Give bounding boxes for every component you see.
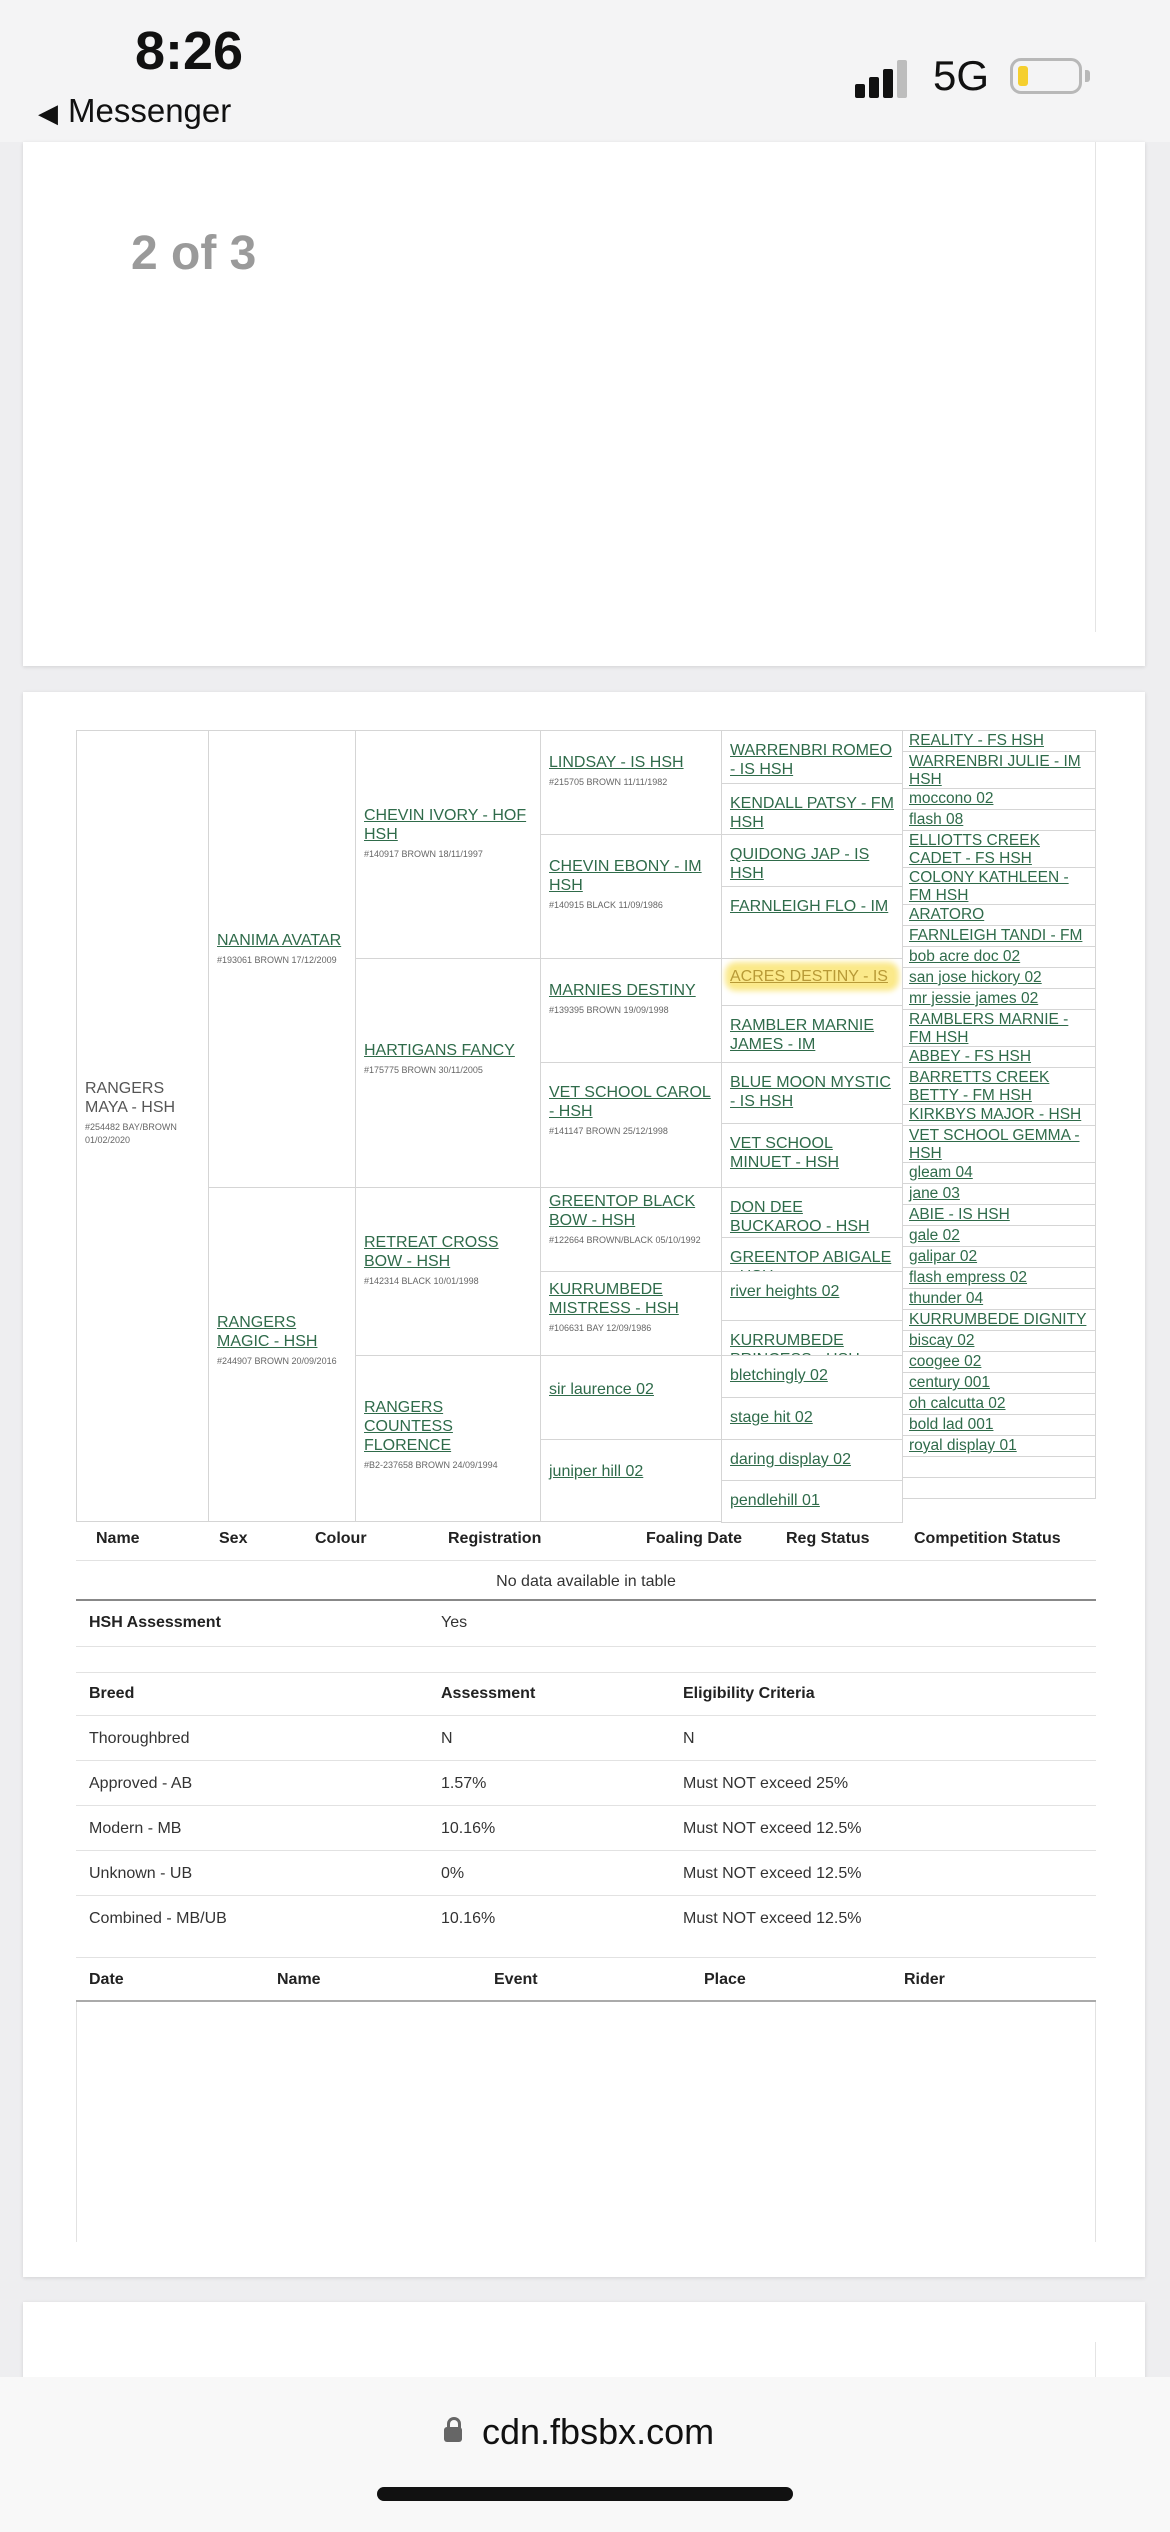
page-indicator: 2 of 3	[131, 227, 257, 280]
g4-ancestor	[721, 1005, 903, 1063]
ancestor-link[interactable]: galipar 02	[909, 1248, 978, 1265]
ancestor-link[interactable]: biscay 02	[909, 1332, 975, 1349]
breed-cell: Combined - MB/UB	[89, 1910, 227, 1927]
ancestor-link[interactable]: pendlehill 01	[730, 1492, 820, 1509]
dam-link[interactable]: RANGERS MAGIC - HSH	[217, 1314, 318, 1350]
grandparent-3: RETREAT CROSS BOW - HSH #142314 BLACK 10/01/1998	[355, 1187, 541, 1356]
url-bar[interactable]	[0, 2377, 1170, 2532]
ancestor-link[interactable]: oh calcutta 02	[909, 1395, 1006, 1412]
ancestor-link[interactable]: ABBEY - FS HSH	[909, 1048, 1032, 1065]
sire-link[interactable]: NANIMA AVATAR	[217, 932, 342, 949]
ancestor-link[interactable]: FARNLEIGH TANDI - FM	[909, 927, 1083, 944]
ancestor-link[interactable]: GREENTOP ABIGALE	[730, 1249, 892, 1266]
g5-ancestor	[902, 1330, 1096, 1352]
ancestor-link[interactable]: REALITY - FS HSH	[909, 732, 1044, 749]
assessment-cell: 1.57%	[441, 1775, 487, 1792]
ancestor-link[interactable]: ARATORO	[909, 906, 985, 923]
g5-ancestor	[902, 730, 1096, 752]
ancestor-link[interactable]: ABIE - IS HSH	[909, 1206, 1010, 1223]
g4-ancestor	[721, 1320, 903, 1356]
g4-ancestor	[721, 1187, 903, 1238]
table-left-border	[76, 2002, 77, 2242]
ancestor-link[interactable]: san jose hickory 02	[909, 969, 1042, 986]
criteria-cell: Must NOT exceed 12.5%	[683, 1910, 862, 1927]
g4-ancestor	[721, 1123, 903, 1188]
g5-ancestor	[902, 1225, 1096, 1247]
back-to-messenger-link[interactable]	[38, 92, 231, 130]
back-label: Messenger	[68, 92, 232, 129]
grandparent-2: HARTIGANS FANCY #175775 BROWN 30/11/2005	[355, 958, 541, 1188]
breed-cell: Approved - AB	[89, 1775, 193, 1792]
breed-cell: Thoroughbred	[89, 1730, 190, 1747]
competition-table-header: Date Name Event Place Rider	[89, 1971, 945, 1988]
assessment-row	[76, 1865, 1096, 1895]
ancestor-link[interactable]: ELLIOTTS CREEK CADET - FS HSH	[909, 832, 1040, 867]
ancestor-link[interactable]: KENDALL PATSY - FM HSH	[730, 795, 894, 831]
g5-ancestor	[902, 1309, 1096, 1331]
ancestor-link[interactable]: gleam 04	[909, 1164, 973, 1181]
ancestor-link[interactable]: thunder 04	[909, 1290, 984, 1307]
g5-ancestor	[902, 1477, 1096, 1499]
assessment-cell: 0%	[441, 1865, 465, 1882]
ancestor-link[interactable]: daring display 02	[730, 1451, 851, 1468]
ancestor-link[interactable]: COLONY KATHLEEN - FM HSH	[909, 869, 1069, 904]
network-type: 5G	[933, 52, 990, 99]
ancestor-link[interactable]: gale 02	[909, 1227, 960, 1244]
pdf-page-1	[23, 142, 1145, 666]
assessment-table-header: Breed Assessment Eligibility Criteria	[89, 1685, 815, 1702]
ancestor-link[interactable]: river heights 02	[730, 1283, 840, 1300]
ancestor-link[interactable]: VET SCHOOL MINUET - HSH	[730, 1135, 840, 1171]
g4-ancestor	[721, 1237, 903, 1272]
g5-ancestor	[902, 1183, 1096, 1205]
great-grandparent-3: MARNIES DESTINY #139395 BROWN 19/09/1998	[540, 958, 722, 1063]
g5-ancestor	[902, 809, 1096, 831]
criteria-cell: Must NOT exceed 12.5%	[683, 1820, 862, 1837]
parent-dam: RANGERS MAGIC - HSH #244907 BROWN 20/09/2016	[208, 1187, 356, 1522]
g4-ancestor	[721, 1062, 903, 1124]
ancestor-link[interactable]: royal display 01	[909, 1437, 1017, 1454]
assessment-row	[76, 1730, 1096, 1760]
g5-ancestor	[902, 1204, 1096, 1226]
g5-ancestor	[902, 1125, 1096, 1163]
g5-ancestor	[902, 925, 1096, 947]
signal-icon	[855, 58, 915, 98]
g5-ancestor	[902, 967, 1096, 989]
g5-ancestor	[902, 1104, 1096, 1126]
ancestor-link[interactable]: VET SCHOOL GEMMA - HSH	[909, 1127, 1080, 1162]
g5-ancestor	[902, 1288, 1096, 1310]
g5-ancestor	[902, 751, 1096, 789]
assessment-row	[76, 1820, 1096, 1850]
grandparent-4: RANGERS COUNTESS FLORENCE #B2-237658 BROWN 24/09/1994	[355, 1355, 541, 1522]
g5-ancestor	[902, 1067, 1096, 1105]
ancestor-link[interactable]: bold lad 001	[909, 1416, 994, 1433]
hsh-assessment-label: HSH Assessment	[89, 1614, 221, 1631]
ancestor-link[interactable]: KURRUMBEDE	[730, 1332, 844, 1349]
battery-icon	[1010, 58, 1082, 94]
ancestor-link[interactable]: RAMBLERS MARNIE - FM HSH	[909, 1011, 1069, 1046]
g5-ancestor	[902, 1351, 1096, 1373]
pdf-page-3	[23, 2302, 1145, 2382]
table-right-border	[1095, 2002, 1096, 2242]
ancestor-link[interactable]: QUIDONG JAP - IS HSH	[730, 846, 870, 882]
ancestor-link[interactable]: WARRENBRI JULIE - IM HSH	[909, 753, 1081, 788]
url-text: cdn.fbsbx.com	[482, 2411, 715, 2452]
g4-ancestor	[721, 834, 903, 887]
pedigree-chart	[76, 730, 1096, 1522]
g5-ancestor	[902, 1246, 1096, 1268]
ancestor-link[interactable]: moccono 02	[909, 790, 994, 807]
great-grandparent-5: GREENTOP BLACK BOW - HSH #122664 BROWN/BLACK 05/10/1992	[540, 1187, 722, 1272]
g5-ancestor	[902, 1456, 1096, 1478]
breed-cell: Modern - MB	[89, 1820, 182, 1837]
ancestor-link[interactable]: FARNLEIGH FLO - IM	[730, 898, 889, 915]
ancestor-link[interactable]: coogee 02	[909, 1353, 982, 1370]
g5-ancestor	[902, 1162, 1096, 1184]
ancestor-link[interactable]: KIRKBYS MAJOR - HSH	[909, 1106, 1082, 1123]
criteria-cell: Must NOT exceed 12.5%	[683, 1865, 862, 1882]
subject-details: #254482 BAY/BROWN 01/02/2020	[85, 1122, 177, 1145]
progeny-empty-message: No data available in table	[496, 1573, 676, 1590]
g4-ancestor	[721, 1397, 903, 1440]
hsh-assessment-value: Yes	[441, 1614, 468, 1631]
great-grandparent-4: VET SCHOOL CAROL - HSH #141147 BROWN 25/12/1998	[540, 1062, 722, 1188]
g5-ancestor	[902, 830, 1096, 868]
ancestor-link[interactable]: BLUE MOON MYSTIC - IS HSH	[730, 1074, 891, 1110]
great-grandparent-6: KURRUMBEDE MISTRESS - HSH #106631 BAY 12/09/1986	[540, 1271, 722, 1356]
hsh-assessment-row	[76, 1614, 1096, 1644]
ancestor-link[interactable]: flash 08	[909, 811, 964, 828]
breed-cell: Unknown - UB	[89, 1865, 193, 1882]
ancestor-link[interactable]: RAMBLER MARNIE JAMES - IM	[730, 1017, 875, 1053]
g5-ancestor	[902, 1435, 1096, 1457]
lock-icon	[444, 2427, 462, 2442]
g5-ancestor	[902, 1372, 1096, 1394]
subject-horse	[76, 730, 209, 1522]
great-grandparent-2: CHEVIN EBONY - IM HSH #140915 BLACK 11/09/1986	[540, 834, 722, 959]
ancestor-link[interactable]: stage hit 02	[730, 1409, 813, 1426]
ancestor-link[interactable]: mr jessie james 02	[909, 990, 1039, 1007]
ancestor-link[interactable]: flash empress 02	[909, 1269, 1028, 1286]
home-indicator[interactable]	[377, 2487, 793, 2501]
ancestor-link[interactable]: DON DEE BUCKAROO - HSH	[730, 1199, 870, 1235]
back-triangle-icon: ◀	[38, 98, 58, 128]
g4-ancestor	[721, 783, 903, 835]
ancestor-link[interactable]: KURRUMBEDE DIGNITY	[909, 1311, 1087, 1328]
criteria-cell: N	[683, 1730, 695, 1747]
g4-ancestor	[721, 1271, 903, 1321]
ancestor-link[interactable]: bob acre doc 02	[909, 948, 1021, 965]
g5-ancestor	[902, 1009, 1096, 1047]
ancestor-link[interactable]: WARRENBRI ROMEO - IS HSH	[730, 742, 893, 778]
g5-ancestor	[902, 904, 1096, 926]
grandparent-1: CHEVIN IVORY - HOF HSH #140917 BROWN 18/11/1997	[355, 730, 541, 959]
assessment-row	[76, 1910, 1096, 1940]
g5-ancestor	[902, 1267, 1096, 1289]
progeny-table-header: Name Sex Colour Registration Foaling Date Reg Status Competition Status	[96, 1530, 1061, 1547]
great-grandparent-7: sir laurence 02	[540, 1355, 722, 1440]
parent-sire: NANIMA AVATAR #193061 BROWN 17/12/2009	[208, 730, 356, 1188]
g5-ancestor	[902, 1393, 1096, 1415]
criteria-cell: Must NOT exceed 25%	[683, 1775, 849, 1792]
ancestor-link[interactable]: century 001	[909, 1374, 990, 1391]
g4-ancestor	[721, 730, 903, 784]
clock: 8:26	[135, 21, 244, 81]
g4-ancestor	[721, 1439, 903, 1481]
g5-ancestor	[902, 1046, 1096, 1068]
assessment-cell: 10.16%	[441, 1910, 496, 1927]
g4-ancestor	[721, 1480, 903, 1523]
highlighted-ancestor-link[interactable]: ACRES DESTINY - IS	[730, 967, 894, 986]
g4-ancestor	[721, 1355, 903, 1398]
assessment-cell: 10.16%	[441, 1820, 496, 1837]
ancestor-link[interactable]: jane 03	[909, 1185, 960, 1202]
assessment-row	[76, 1775, 1096, 1805]
status-bar	[0, 0, 1170, 142]
g4-ancestor	[721, 958, 903, 1006]
g5-ancestor	[902, 788, 1096, 810]
g5-ancestor	[902, 988, 1096, 1010]
g5-ancestor	[902, 946, 1096, 968]
great-grandparent-8: juniper hill 02	[540, 1439, 722, 1522]
ancestor-link[interactable]: bletchingly 02	[730, 1367, 828, 1384]
assessment-cell: N	[441, 1730, 453, 1747]
g5-ancestor	[902, 1414, 1096, 1436]
g5-ancestor	[902, 867, 1096, 905]
g4-ancestor	[721, 886, 903, 959]
great-grandparent-1: LINDSAY - IS HSH #215705 BROWN 11/11/1982	[540, 730, 722, 835]
subject-name: RANGERS MAYA - HSH	[85, 1080, 176, 1116]
ancestor-link[interactable]: BARRETTS CREEK BETTY - FM HSH	[909, 1069, 1050, 1104]
